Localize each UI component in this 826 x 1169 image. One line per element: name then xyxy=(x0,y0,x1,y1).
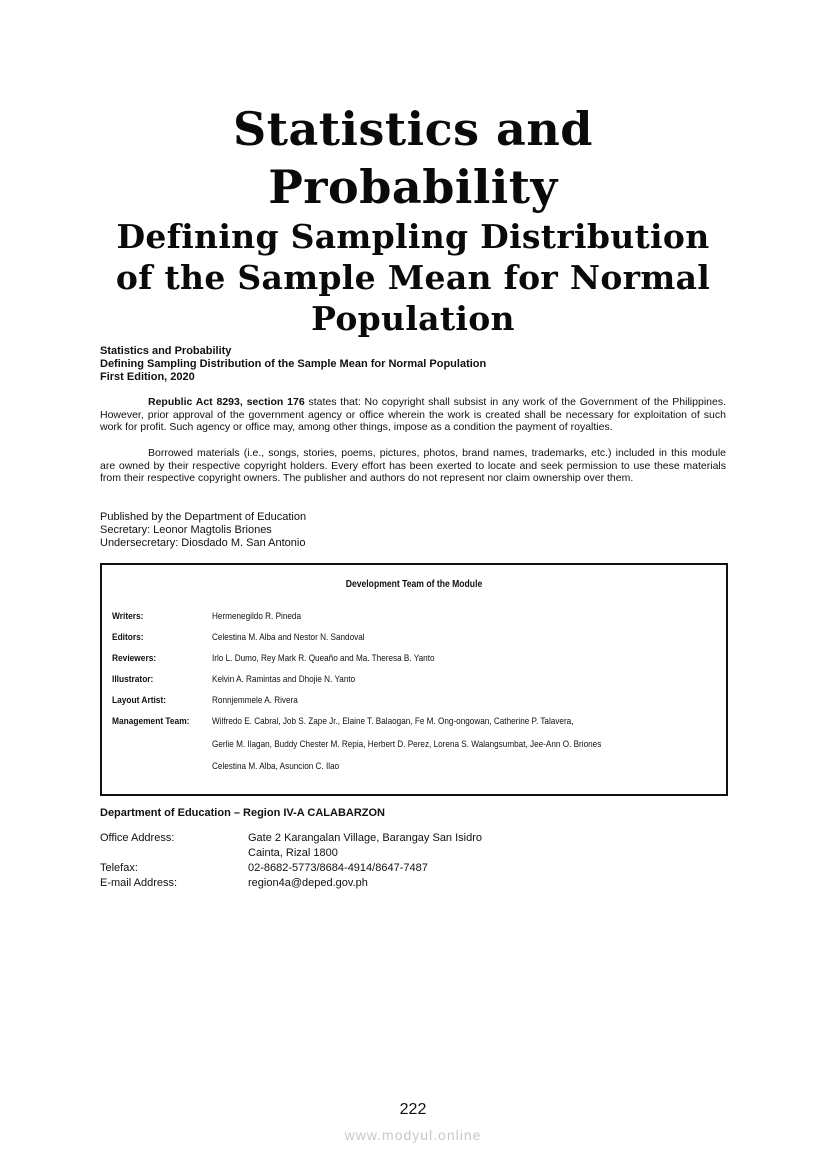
team-row-illustrator xyxy=(112,674,665,695)
title-line-2: Probability xyxy=(268,160,558,214)
writers-label: Writers: xyxy=(112,611,144,622)
team-row-management xyxy=(112,716,665,739)
copyright-paragraph xyxy=(100,396,726,434)
reviewers-value: Irlo L. Dumo, Rey Mark R. Queaño and Ma. Theresa B. Yanto xyxy=(212,653,435,664)
telefax-value: 02-8682-5773/8684-4914/8647-7487 xyxy=(248,862,428,874)
borrowed-materials-paragraph: Borrowed materials (i.e., songs, stories, poems, pictures, photos, brand names, trademarks, etc.) included in this module are owned by their respective copyright holders. Every effort has been exerted to locate and seek permission to use these materials from their respective copyright owners. The publisher and authors do not represent nor claim ownership over them. xyxy=(100,447,726,485)
region-heading: Department of Education – Region IV-A CALABARZON xyxy=(100,807,385,819)
development-team-box xyxy=(100,563,728,796)
writers-value: Hermenegildo R. Pineda xyxy=(212,611,302,622)
title-line-5: Population xyxy=(311,299,515,338)
team-row-layout xyxy=(112,695,665,716)
team-list xyxy=(112,611,665,782)
meta-edition: First Edition, 2020 xyxy=(100,371,195,383)
team-row-management-2 xyxy=(112,739,665,761)
document-title xyxy=(60,100,766,339)
telefax-label: Telefax: xyxy=(100,862,138,874)
module-meta xyxy=(100,345,486,384)
layout-value: Ronnjemmele A. Rivera xyxy=(212,695,298,706)
email-value[interactable]: region4a@deped.gov.ph xyxy=(248,877,368,889)
title-line-4: of the Sample Mean for Normal xyxy=(115,258,711,297)
office-label: Office Address: xyxy=(100,832,175,844)
meta-module: Defining Sampling Distribution of the Sample Mean for Normal Population xyxy=(100,358,487,370)
team-row-reviewers xyxy=(112,653,665,674)
office-line-2: Cainta, Rizal 1800 xyxy=(248,847,338,859)
secretary: Secretary: Leonor Magtolis Briones xyxy=(100,524,272,536)
meta-subject: Statistics and Probability xyxy=(100,345,232,357)
illustrator-value: Kelvin A. Ramintas and Dhojie N. Yanto xyxy=(212,674,356,685)
email-label: E-mail Address: xyxy=(100,877,178,889)
law-reference: Republic Act 8293, section 176 xyxy=(148,396,305,408)
team-row-editors xyxy=(112,632,665,653)
management-value-2: Gerlie M. Ilagan, Buddy Chester M. Repia, Herbert D. Perez, Lorena S. Walangsumbat, Jee-Ann O. Briones xyxy=(212,739,602,750)
management-value-1: Wilfredo E. Cabral, Job S. Zape Jr., Elaine T. Balaogan, Fe M. Ong-ongowan, Catherine P. Talavera, xyxy=(212,716,574,727)
law-text: states that: No copyright shall subsist in any work of the Government of the Philippines. However, prior approval of the government agency or office wherein the work is created shall be necessary for exploitation of such work for profit. Such agency or office may, among other things, impose as a condition the payment of royalties. xyxy=(100,396,727,434)
management-value-3: Celestina M. Alba, Asuncion C. Ilao xyxy=(212,761,340,772)
region-contact xyxy=(100,831,482,891)
editors-value: Celestina M. Alba and Nestor N. Sandoval xyxy=(212,632,365,643)
illustrator-label: Illustrator: xyxy=(112,674,154,685)
title-line-3: Defining Sampling Distribution xyxy=(116,217,710,256)
reviewers-label: Reviewers: xyxy=(112,653,157,664)
watermark: www.modyul.online xyxy=(344,1127,482,1143)
page-number: 222 xyxy=(399,1101,427,1118)
editors-label: Editors: xyxy=(112,632,144,643)
team-row-management-3 xyxy=(112,761,665,782)
team-heading: Development Team of the Module xyxy=(345,579,483,590)
undersecretary: Undersecretary: Diosdado M. San Antonio xyxy=(100,537,306,549)
layout-label: Layout Artist: xyxy=(112,695,167,706)
office-line-1: Gate 2 Karangalan Village, Barangay San Isidro xyxy=(248,832,483,844)
published-by: Published by the Department of Education xyxy=(100,511,307,523)
team-row-writers xyxy=(112,611,665,632)
publisher-info xyxy=(100,511,306,550)
management-label: Management Team: xyxy=(112,716,190,727)
title-line-1: Statistics and xyxy=(233,102,593,156)
